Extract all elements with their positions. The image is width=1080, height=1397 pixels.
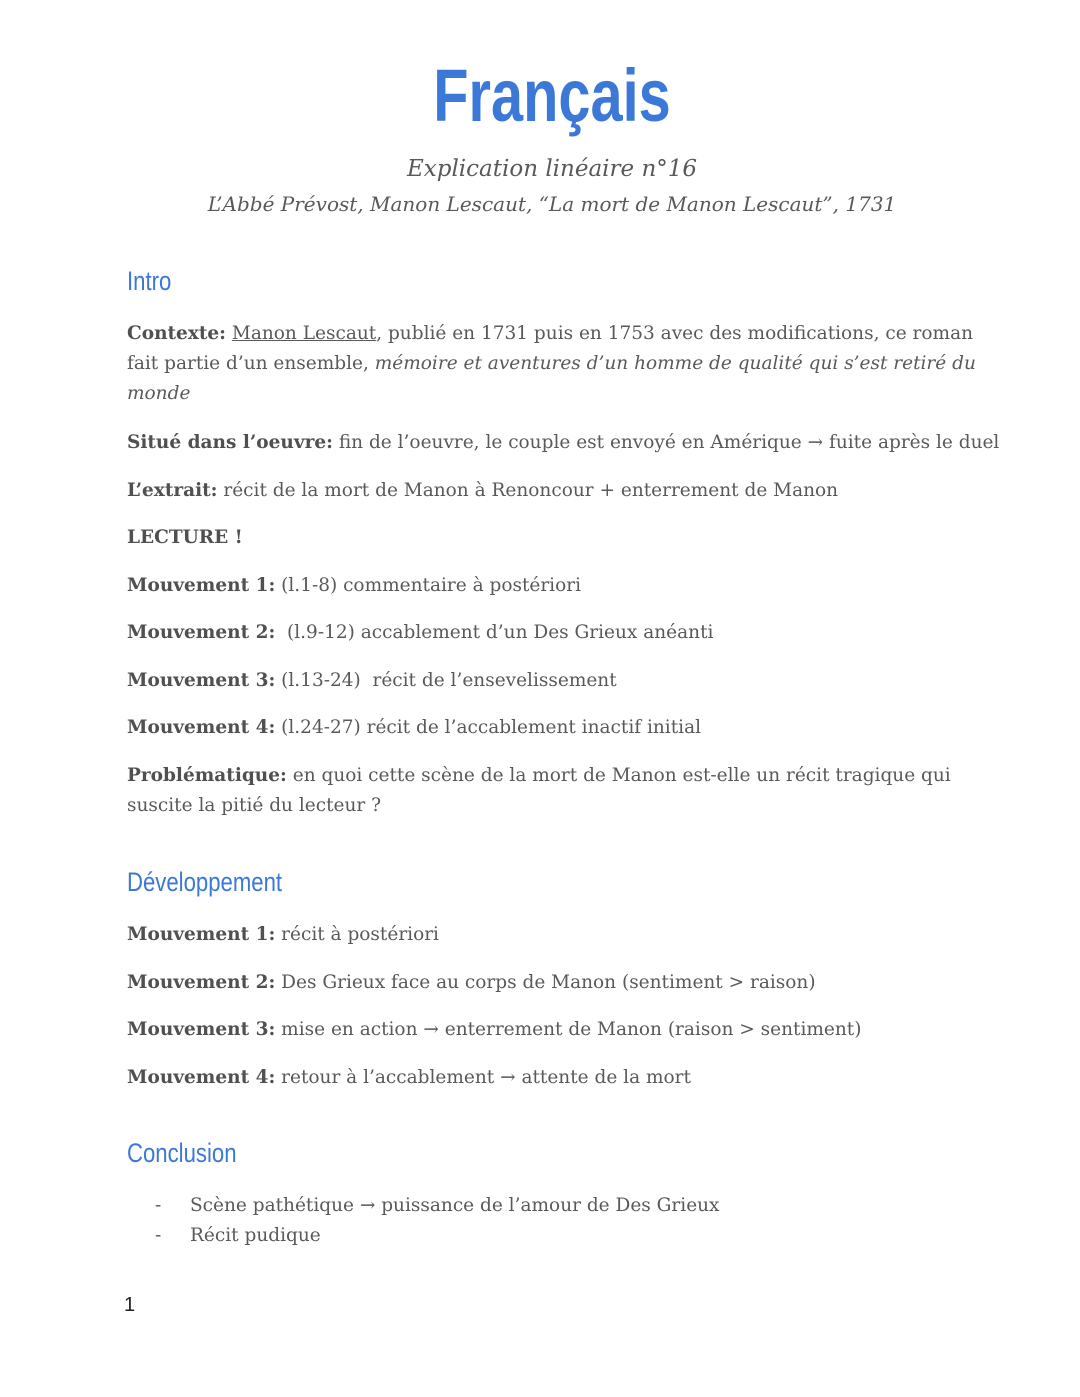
mouvement-text: (l.9-12) accablement d’un Des Grieux anéanti	[275, 622, 714, 643]
mouvement-text: récit à postériori	[275, 924, 439, 945]
mouvement-label: Mouvement 2:	[127, 972, 276, 993]
list-item-text: Scène pathétique → puissance de l’amour de Des Grieux	[190, 1195, 720, 1216]
developpement-heading: Développement	[127, 867, 283, 897]
mouvement-text: (l.13-24) récit de l’ensevelissement	[275, 670, 617, 691]
bullet-dash: -	[155, 1225, 162, 1246]
problematique-label: Problématique:	[127, 765, 287, 786]
list-item-text: Récit pudique	[190, 1225, 321, 1246]
extrait-paragraph	[127, 476, 1007, 506]
situe-paragraph	[127, 428, 1027, 458]
dev-mouvement-2	[127, 968, 1007, 998]
document-subtitle: Explication linéaire n°16	[406, 156, 698, 182]
contexte-label: Contexte:	[127, 323, 227, 344]
dev-mouvement-4	[127, 1063, 1007, 1093]
bullet-dash: -	[155, 1195, 162, 1216]
intro-mouvement-2	[127, 618, 1007, 648]
lecture-line	[127, 523, 1007, 553]
document-title: Français	[433, 54, 671, 137]
extrait-text: récit de la mort de Manon à Renoncour + enterrement de Manon	[217, 480, 839, 501]
intro-heading: Intro	[127, 266, 172, 296]
mouvement-text: retour à l’accablement → attente de la mort	[275, 1067, 691, 1088]
mouvement-label: Mouvement 3:	[127, 1019, 276, 1040]
mouvement-label: Mouvement 3:	[127, 670, 276, 691]
list-item	[155, 1191, 720, 1221]
contexte-text: , publié en 1731 puis en 1753 avec des modifications, ce roman fait partie d’un ensemble,	[127, 323, 974, 374]
document-source-line: L’Abbé Prévost, Manon Lescaut, “La mort de Manon Lescaut”, 1731	[207, 192, 897, 216]
intro-mouvement-1	[127, 571, 1007, 601]
list-item	[155, 1221, 720, 1251]
mouvement-text: (l.1-8) commentaire à postériori	[275, 575, 581, 596]
mouvement-label: Mouvement 2:	[127, 622, 276, 643]
conclusion-list	[155, 1191, 720, 1251]
lecture-label: LECTURE !	[127, 527, 243, 548]
contexte-italic: mémoire et aventures d’un homme de qualité qui s’est retiré du monde	[127, 353, 976, 404]
mouvement-text: (l.24-27) récit de l’accablement inactif initial	[275, 717, 702, 738]
conclusion-heading: Conclusion	[127, 1138, 237, 1168]
mouvement-label: Mouvement 4:	[127, 717, 276, 738]
mouvement-label: Mouvement 4:	[127, 1067, 276, 1088]
intro-mouvement-3	[127, 666, 1007, 696]
mouvement-text: mise en action → enterrement de Manon (raison > sentiment)	[275, 1019, 862, 1040]
mouvement-label: Mouvement 1:	[127, 924, 276, 945]
problematique-paragraph	[127, 761, 1007, 821]
dev-mouvement-1	[127, 920, 1007, 950]
page-number: 1	[124, 1294, 136, 1316]
situe-text: fin de l’oeuvre, le couple est envoyé en Amérique → fuite après le duel	[332, 432, 1000, 453]
dev-mouvement-3	[127, 1015, 1007, 1045]
extrait-label: L’extrait:	[127, 480, 218, 501]
mouvement-label: Mouvement 1:	[127, 575, 276, 596]
contexte-work-title: Manon Lescaut	[231, 323, 377, 344]
problematique-text: en quoi cette scène de la mort de Manon est-elle un récit tragique qui suscite la pitié du lecteur ?	[127, 765, 951, 816]
intro-mouvement-4	[127, 713, 1007, 743]
mouvement-text: Des Grieux face au corps de Manon (sentiment > raison)	[275, 972, 816, 993]
contexte-paragraph	[127, 319, 1007, 409]
situe-label: Situé dans l’oeuvre:	[127, 432, 333, 453]
